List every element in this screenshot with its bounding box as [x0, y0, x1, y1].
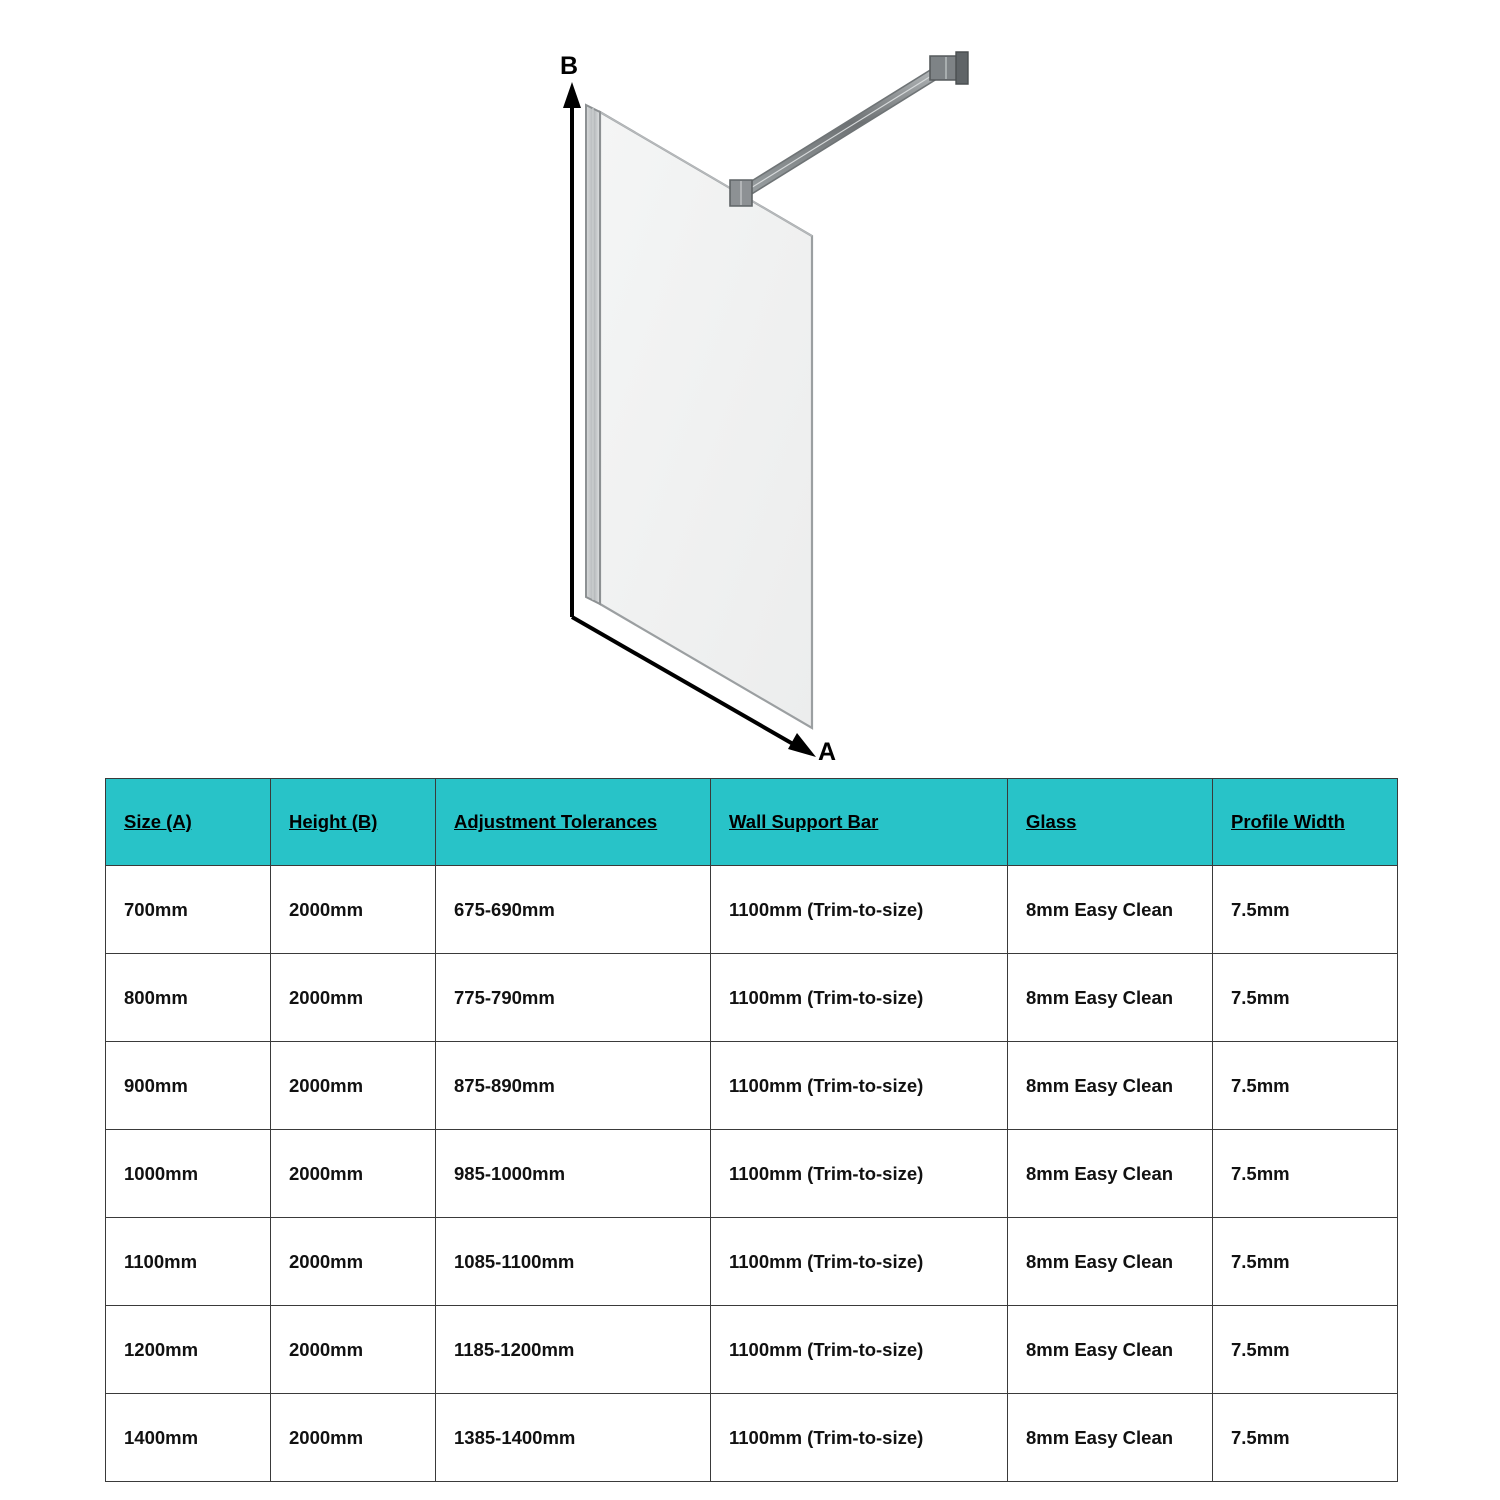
cell-profile-width: 7.5mm [1213, 954, 1398, 1042]
specification-table-container [105, 778, 1397, 1482]
cell-height: 2000mm [271, 866, 436, 954]
table-row [106, 1218, 1398, 1306]
cell-height: 2000mm [271, 1130, 436, 1218]
cell-size: 1200mm [106, 1306, 271, 1394]
cell-size: 1100mm [106, 1218, 271, 1306]
specification-table [105, 778, 1398, 1482]
dimension-label-b: B [560, 52, 579, 80]
cell-tolerance: 875-890mm [436, 1042, 711, 1130]
cell-height: 2000mm [271, 1042, 436, 1130]
cell-size: 900mm [106, 1042, 271, 1130]
wall-profile [586, 105, 600, 604]
cell-height: 2000mm [271, 1218, 436, 1306]
cell-size: 700mm [106, 866, 271, 954]
cell-support-bar: 1100mm (Trim-to-size) [711, 954, 1008, 1042]
header-adjustment-tolerances: Adjustment Tolerances [436, 779, 711, 866]
cell-tolerance: 1085-1100mm [436, 1218, 711, 1306]
cell-tolerance: 1385-1400mm [436, 1394, 711, 1482]
table-row [106, 1042, 1398, 1130]
cell-glass: 8mm Easy Clean [1008, 1218, 1213, 1306]
header-glass: Glass [1008, 779, 1213, 866]
cell-tolerance: 775-790mm [436, 954, 711, 1042]
cell-support-bar: 1100mm (Trim-to-size) [711, 1394, 1008, 1482]
table-row [106, 1394, 1398, 1482]
cell-height: 2000mm [271, 1394, 436, 1482]
cell-size: 1400mm [106, 1394, 271, 1482]
cell-height: 2000mm [271, 954, 436, 1042]
header-size-a: Size (A) [106, 779, 271, 866]
cell-glass: 8mm Easy Clean [1008, 1130, 1213, 1218]
cell-support-bar: 1100mm (Trim-to-size) [711, 1218, 1008, 1306]
cell-tolerance: 985-1000mm [436, 1130, 711, 1218]
cell-profile-width: 7.5mm [1213, 1042, 1398, 1130]
cell-glass: 8mm Easy Clean [1008, 1306, 1213, 1394]
cell-tolerance: 675-690mm [436, 866, 711, 954]
wall-support-bar [730, 52, 968, 206]
cell-height: 2000mm [271, 1306, 436, 1394]
table-header-row [106, 779, 1398, 866]
cell-profile-width: 7.5mm [1213, 1130, 1398, 1218]
cell-support-bar: 1100mm (Trim-to-size) [711, 1130, 1008, 1218]
cell-tolerance: 1185-1200mm [436, 1306, 711, 1394]
table-row [106, 1130, 1398, 1218]
glass-bracket [730, 180, 752, 206]
cell-glass: 8mm Easy Clean [1008, 1042, 1213, 1130]
cell-glass: 8mm Easy Clean [1008, 954, 1213, 1042]
cell-support-bar: 1100mm (Trim-to-size) [711, 1306, 1008, 1394]
cell-glass: 8mm Easy Clean [1008, 866, 1213, 954]
cell-profile-width: 7.5mm [1213, 1394, 1398, 1482]
cell-profile-width: 7.5mm [1213, 866, 1398, 954]
cell-glass: 8mm Easy Clean [1008, 1394, 1213, 1482]
header-profile-width: Profile Width [1213, 779, 1398, 866]
dimension-label-a: A [818, 738, 837, 766]
dimension-arrow-b [563, 82, 581, 617]
cell-size: 800mm [106, 954, 271, 1042]
cell-profile-width: 7.5mm [1213, 1218, 1398, 1306]
table-row [106, 866, 1398, 954]
header-height-b: Height (B) [271, 779, 436, 866]
glass-panel [600, 112, 812, 728]
header-wall-support-bar: Wall Support Bar [711, 779, 1008, 866]
cell-support-bar: 1100mm (Trim-to-size) [711, 866, 1008, 954]
wall-bracket [930, 52, 968, 84]
table-row [106, 954, 1398, 1042]
table-row [106, 1306, 1398, 1394]
cell-support-bar: 1100mm (Trim-to-size) [711, 1042, 1008, 1130]
cell-size: 1000mm [106, 1130, 271, 1218]
cell-profile-width: 7.5mm [1213, 1306, 1398, 1394]
